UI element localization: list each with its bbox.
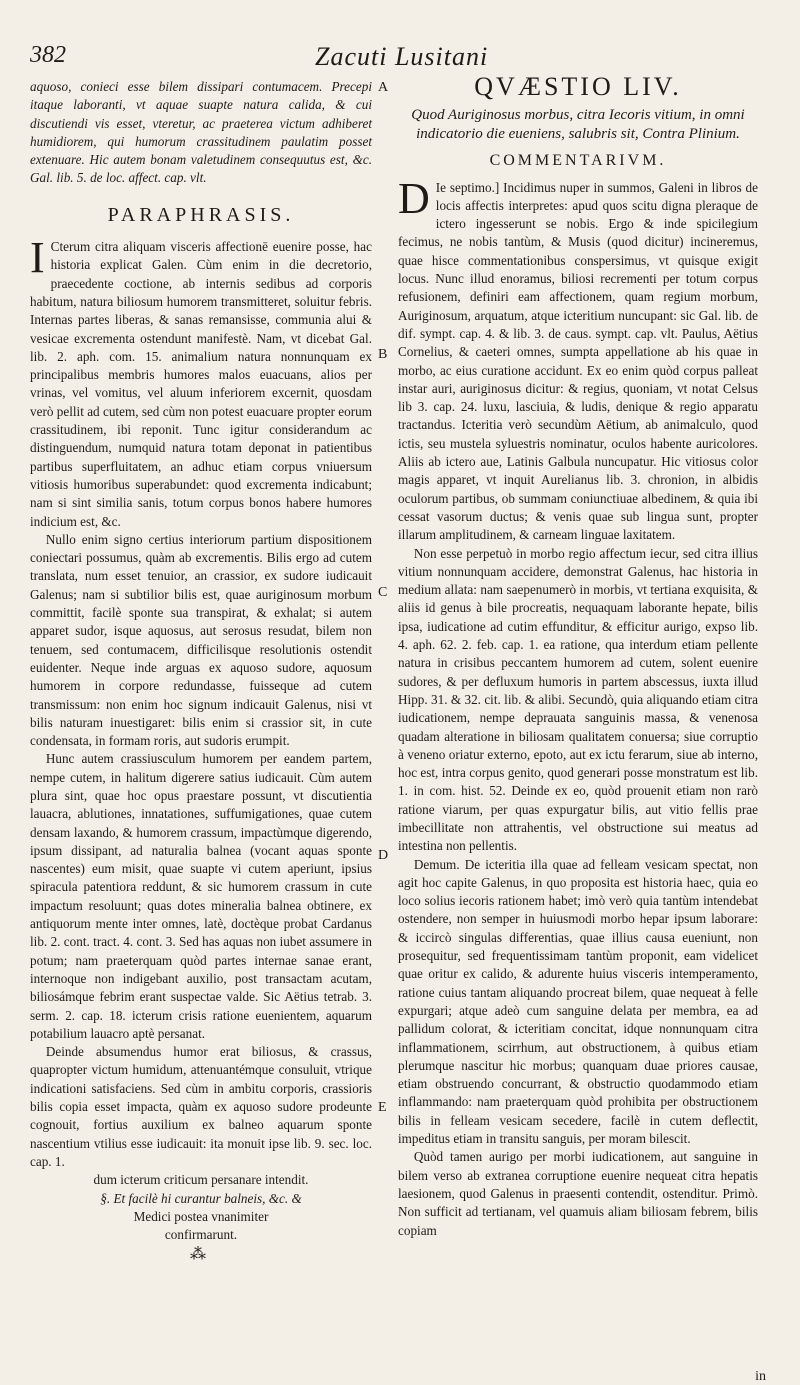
running-title: Zacuti Lusitani [315, 42, 489, 71]
left-paragraph-2: Nullo enim signo certius interiorum partium dispositionem coniectari possumus, quàm ab excrementis. Bilis ergo ad cutem translata, num esset tenuior, an crassior, ex sudore iudicauit Galenus; nam si subtilior bilis est, quae auriginosum morbum committit, facilè sponte sua transpirat, & exhalat; si autem apparet sudor, isque aquosus, aut serosus resudat, bilem non tenuem, sed contumacem, difficilisque resolutionis ostendit euidenter. Neque inde arguas ex aquoso sudore, aquosum humorem in corpore redundasse, fuisseque ad cutem transmissum: non enim hoc signum indicauit Galenus, nisi vt bilis naturam inuestigaret: bilis enim si crassior sit, in cute condensata, in formam roris, aut sudoris erumpit. [30, 531, 372, 749]
left-closing-line-4: confirmarunt. [164, 1227, 238, 1243]
left-paragraph-1 [30, 233, 372, 531]
paraphrasis-heading: PARAPHRASIS. [107, 203, 295, 226]
asterism-ornament: ⁂ [190, 1246, 212, 1264]
margin-letter-c: C [378, 585, 388, 600]
question-subtitle: Quod Auriginosus morbus, citra Iecoris vitium, in omni indicatorio die eueniens, salubris sit, Contra Plinium. [411, 107, 745, 143]
right-paragraph-4: Quòd tamen aurigo per morbi iudicationem, aut sanguine in bilem verso ab extranea corruptione euenire nequeat citra hepatis laesionem, quod Galenus in praesenti contendit, ostenditur. Primò. Non sufficit ad tertianam, vel quamuis aliam biliosam febrem, bilis copiam [398, 1149, 758, 1238]
right-paragraph-1-text: Ie septimo.] Incidimus nuper in summos, Galeni in libros de locis affectis interpretes: apud quos scitu digna pleraque de ictero ingesserunt se nobis. Ergo & inde spicilegium fecimus, ne nobis tantùm, & Musis (quod dicitur) incineremus, quae hisce commentationibus conspersimus, vt quisque exigit locus. Nunc illud enoramus, biliosi recrementi per totum corpus refusionem, definiri eam affectionem, quam regium morbum, Auriginosum, arquatum, atque icteritium nuncupant: sic Gal. lib. de dif. sympt. cap. 4. & lib. 3. de caus. sympt. cap. vlt. Paulus, Aëtius Cornelius, & caeteri omnes, sumpta appellatione ab his quae in morbo, ac eius curatione accidunt. Ex eo enim quòd corpus palleat instar auri, auriginosus dicitur: & regius, quoniam, vt notat Celsus lib 3. cap. 24. luxu, lasciuia, & ludis, denique & regio apparatu tractandus. Icteritia verò secundùm Aëtium, ab animalculo, quod ictis, seu mustela syluestris nominatur, oculos habente auricolores. Aliis ab ictero aue, Latinis Galbula nuncupatur. Hic vitiosus color magis apparet, vt inquit Aurelianus lib. 3. chronion, in albidis oculorum partibus, ob summam coniunctiuae albedinem, & quia ibi cessat vasorum ductus; & venis quae sub lingua sunt, propter illarum amplitudinem, & carneam linguae laxitatem. [398, 179, 758, 543]
left-closing-line-3: Medici postea vnanimiter [133, 1208, 269, 1224]
commentary-heading: COMMENTARIVM. [489, 152, 667, 170]
margin-letter-a: A [378, 80, 389, 95]
margin-letter-e: E [378, 1100, 387, 1115]
left-paragraph-4: Deinde absumendus humor erat biliosus, & crassus, quapropter victum humidum, attenuantémque consuluit, vtrique indicationi satisfaciens. Sed cùm in ambitu corporis, crassioris bilis copia esset impacta, quàm ex aquoso sudore prodeunte cognouit, fortius auxilium ex balneo aquarum sponte nascentium vtilius esse iudicauit: ita monuit ipse lib. 9. sec. loc. cap. 1. [30, 1044, 372, 1169]
left-opening-lines: aquoso, conieci esse bilem dissipari contumacem. Precepi itaque laboranti, vt aquae suapte natura calida, & cui discutiendi vis esset, vteretur, ac praeterea victum adhiberet humidiorem, qui humorum crassitudinem paulatim posset extenuare. Hic autem bonam valetudinem consequutus est, &c. Gal. lib. 5. de loc. affect. cap. vlt. [30, 79, 372, 186]
left-closing-line-1: dum icterum criticum persanare intendit. [93, 1172, 309, 1188]
right-paragraph-2: Non esse perpetuò in morbo regio affectum iecur, sed citra illius vitium nonnunquam accidere, demonstrat Galenus, hac historia in medium allata: nam saepenumerò in morbis, vt tertiana exquisita, & aliis id genus à bile procreatis, nequaquam laborante hepate, bilis ipsa, iudicatione ad cutim effunditur, & efficitur aurigo, expso lib. 4. aph. 62. 2. feb. cap. 1. ea ratione, qua interdum etiam pellente natura in crisibus peccantem humorem ad cutem, solent euenire sudores, & per defluxum humoris in partem abscessus, iuxta illud Hipp. 31. & 32. cit. lib. & alibi. Secundò, quia aliquando etiam citra iudicationem, nempe deprauata sanguinis massa, & venenosa quadam alteratione in biliosam qualitatem conuersa; siue corruptio à veneno oriatur externo, epoto, aut ex ictu ferarum, siue ab interno, hoc est, intra corpus genito, quod generari posse monstratum est lib. 1. in com. hist. 52. Deinde ex eo, quòd prouenit etiam non rarò ratione viarum, per quas expurgatur bilis, aut vitio fellis prae imbecillitate non attrahentis, vel obstructione sui meatus ad intestina non pellentis. [398, 545, 758, 854]
question-heading: QVÆSTIO LIV. [474, 72, 682, 101]
left-closing-line-2: §. Et facilè hi curantur balneis, &c. & [100, 1190, 302, 1206]
margin-letter-d: D [378, 848, 389, 863]
right-paragraph-1 [398, 173, 758, 545]
right-dropcap: D [398, 173, 430, 223]
catchword: in [755, 1369, 766, 1384]
right-paragraph-3: Demum. De icteritia illa quae ad felleam vesicam spectat, non agit hoc capite Galenus, in quo proposita est historia haec, quia eo loco solius iecoris rationem habet; imò verò quia tantùm intendebat ostendere, non semper in huiusmodi morbo hepar ipsum laborare: & iccircò singulas differentias, quae illius causa eueniunt, non prosequitur, sed frequentissimam tantùm proponit, eam videlicet quae oritur ex calido, & adurente huius visceris intemperamento, ratione cuius tantam aliquando procreat bilem, quae nequeat à felle expurgari; atque adeò cum sanguine delata per membra, ea ad pallidum colorat, & icteritiam concitat, idque nonnunquam citra inflammationem, scirrhum, aut obstructionem, à quibus etiam plerumque nascitur hic morbus; quanquam duae priores causae, etiam obstruendo concurrant, & obstructio quodammodo etiam inflammando: nam praeterquam quòd prohibita per obstructionem bilis in felleam vesicam secedere, facilè in cutem deflectit, impeditus etiam in transitu sanguis, per moram bilescit. [398, 856, 758, 1147]
left-paragraph-1-text: Cterum citra aliquam visceris affectionē euenire posse, hac historia explicat Galen. Cùm enim in die decretorio, praecedente coctione, ab internis sedibus ad corporis habitum, natura biliosum humorem transmitteret, soluitur febris. Internas partes liberas, & sanas remansisse, communia alui & vesicae excrementa ostendunt manifestè. Nam, vt dicebat Gal. lib. 2. aph. com. 15. animalium natura nonnunquam ex principalibus membris humores malos euacuans, alios per vrinas, vel vomitus, vel aluum inferiorem excernit, quosdam verò pellit ad cutem, sed cùm non potest euacuare propter eorum crassitudinem, ibi reponit. Tunc igitur considerandum ac distinguendum, numquid natura totam deponat in patientibus partibus superfluitatem, an adhuc etiam corpus vniuersum vitiosis humoribus superabundet: quod excrementa indicabunt; nam si sint similia sanis, totum corpus bonos habere humores indicium est, &c. [30, 239, 372, 529]
running-head [30, 42, 770, 76]
right-column [398, 72, 758, 1240]
left-column [30, 78, 372, 1265]
page-number: 382 [30, 42, 66, 68]
left-dropcap: I [30, 233, 45, 283]
left-paragraph-3: Hunc autem crassiusculum humorem per eandem partem, nempe cutem, in halitum digerere satius iudicauit. Cùm autem plura sint, quae hoc opus praestare possunt, vt discutientia lauacra, ablutiones, innatationes, suffumigationes, quae cutem densam laxando, & humorem crassum, impactùmque digerendo, ipsum dissipant, ad naturalia balnea (vocant aquas sponte nascentes) eum misit, quae suapte vi cutem aperiunt, ipsius spiracula patentiora reddunt, & sic humorem crassum in cute impactum resoluunt; quas dotes mineralia balnea obtinere, ex antiquorum mente inter omnes, latè, doctèque probat Cardanus lib. 2. cont. tract. 4. cont. 3. Sed has aquas non iubet assumere in potum; nam praeterquam quòd partes internae sanae erant, internoque non indigebant auxilio, post transactam acutam, biliosámque febrim erant suspectae valde. Sic Aëtius tetrab. 3. serm. 2. cap. 18. icterum crisis ratione euenientem, aquarum potabilium lauacro aptè persanat. [30, 751, 372, 1041]
margin-letter-b: B [378, 347, 388, 362]
